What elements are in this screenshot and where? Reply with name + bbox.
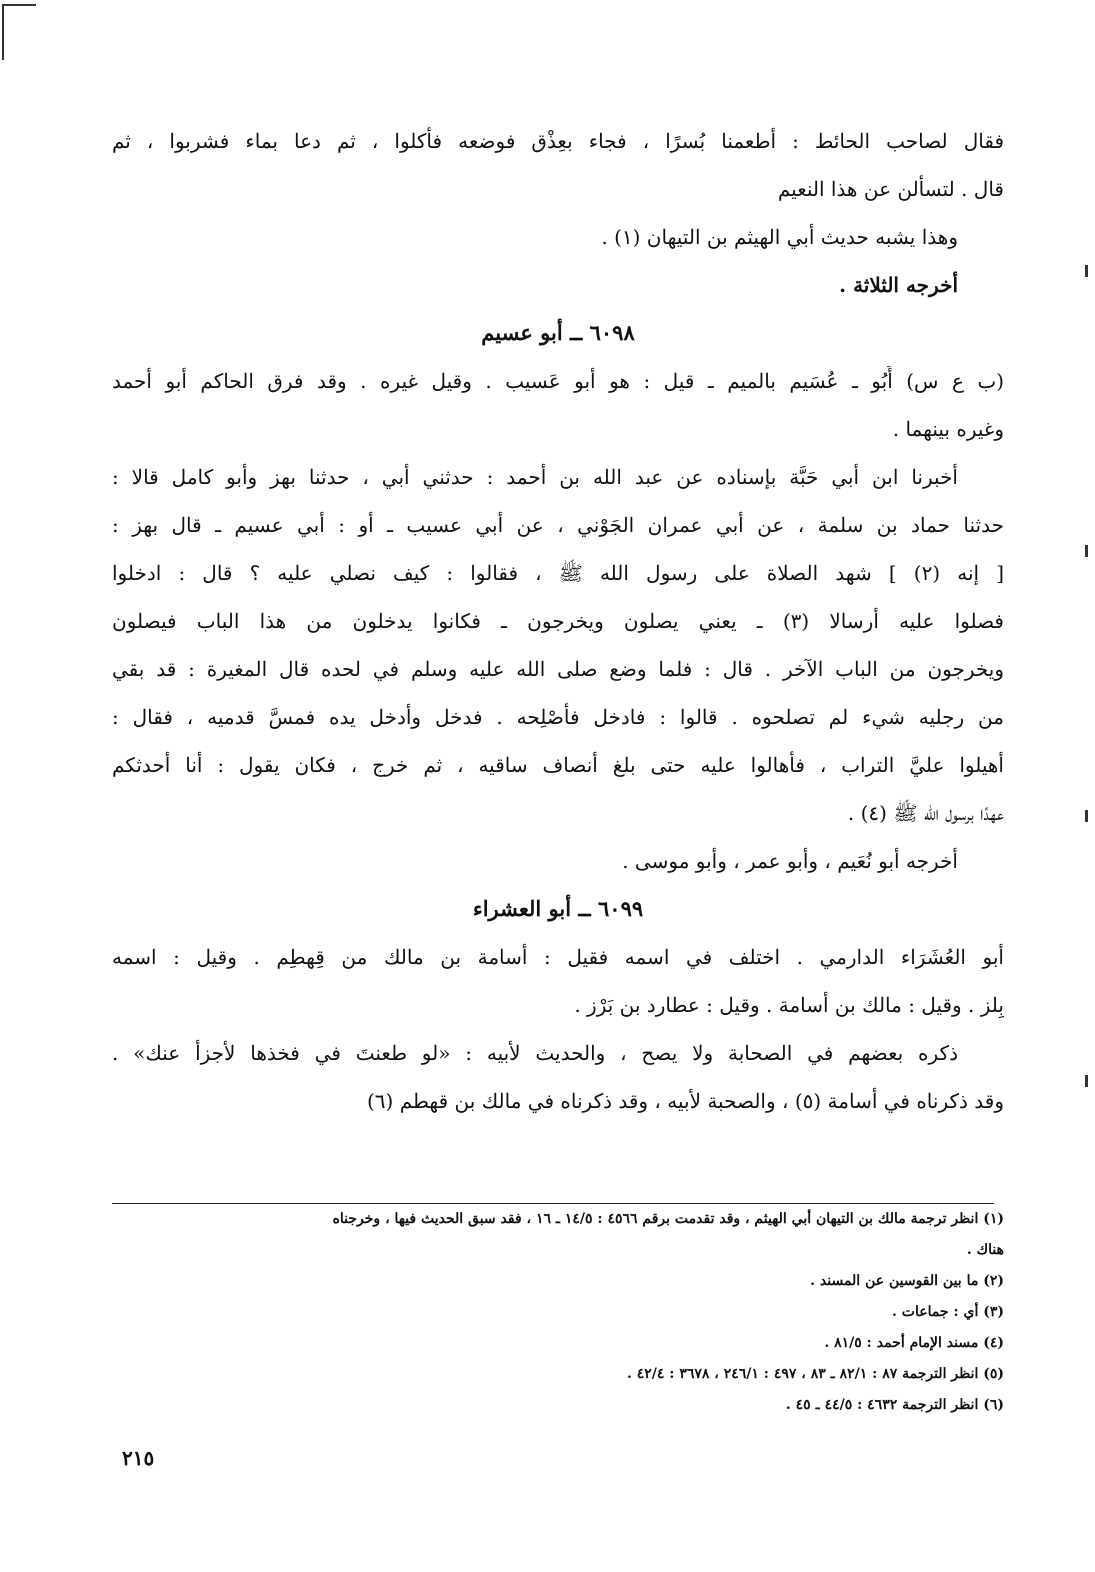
page-number: ٢١٥ xyxy=(122,1446,155,1470)
entry-line: (ب ع س) أَبُو ـ عُسَيم بالميم ـ قيل : هو أبو عَسيب . وقيل غيره . وقد فرق الحاكم أبو أحمد xyxy=(112,369,1004,393)
footnote-rule xyxy=(112,1203,994,1204)
page-body xyxy=(112,126,1004,1134)
entry-line: عهدًا برسول الله ﷺ (٤) . xyxy=(847,801,1004,825)
entry-line: ذكره بعضهم في الصحابة ولا يصح ، والحديث لأبيه : «لو طعنتَ في فخذها لأجزأ عنك» . xyxy=(112,1041,958,1065)
crop-mark-horizontal xyxy=(2,4,36,6)
body-line: وهذا يشبه حديث أبي الهيثم بن التيهان (١) . xyxy=(601,225,958,249)
entry-line: أبو العُشَرَاء الدارمي . اختلف في اسمه فقيل : أسامة بن مالك من قِهطِم . وقيل : اسمه xyxy=(112,945,1004,969)
body-line: قال . لتسألن عن هذا النعيم xyxy=(777,177,1004,201)
edge-mark xyxy=(1085,810,1088,822)
footnotes xyxy=(112,1208,1004,1425)
footnote: (٢) ما بين القوسين عن المسند . xyxy=(810,1273,1004,1289)
entry-line: وقد ذكرناه في أسامة (٥) ، والصحبة لأبيه ، وقد ذكرناه في مالك بن قهطم (٦) xyxy=(366,1089,1004,1113)
entry-line: من رجليه شيء لم تصلحوه . قالوا : فادخل فأَصْلِحه . فدخل وأدخل يده فمسَّ قدميه ، فقال : xyxy=(112,705,1004,729)
entry-line: ويخرجون من الباب الآخر . قال : فلما وضع صلى الله عليه وسلم في لحده قال المغيرة : قد بقي xyxy=(112,657,1004,681)
edge-mark xyxy=(1085,1075,1088,1087)
entry-heading-6099: ٦٠٩٩ ــ أبو العشراء xyxy=(472,896,644,921)
body-line: أخرجه الثلاثة . xyxy=(839,273,958,297)
entry-line: أهيلوا عليَّ التراب ، فأهالوا عليه حتى بلغ أنصاف ساقيه ، ثم خرج ، فكان يقول : أنا أحدثكم xyxy=(112,753,1004,777)
entry-line: بِلز . وقيل : مالك بن أسامة . وقيل : عطارد بن بَرْز . xyxy=(574,993,1004,1017)
edge-mark xyxy=(1085,265,1088,277)
footnote: (٣) أي : جماعات . xyxy=(892,1304,1004,1320)
body-line: فقال لصاحب الحائط : أطعمنا بُسرًا ، فجاء بعِذْق فوضعه فأكلوا ، ثم دعا بماء فشربوا ، ثم xyxy=(112,129,1004,153)
entry-heading-6098: ٦٠٩٨ ــ أبو عسيم xyxy=(481,320,635,345)
footnote: (٥) انظر الترجمة ٨٧ : ٨٢/١ ـ ٨٣ ، ٤٩٧ : ٢٤٦/١ ، ٣٦٧٨ : ٤٢/٤ . xyxy=(627,1366,1004,1382)
entry-line: وغيره بينهما . xyxy=(892,417,1004,441)
entry-line: أخبرنا ابن أبي حَبَّة بإسناده عن عبد الله بن أحمد : حدثني أبي ، حدثنا بهز وأبو كامل قالا : xyxy=(112,465,958,489)
footnote: (٤) مسند الإمام أحمد : ٨١/٥ . xyxy=(824,1335,1004,1351)
entry-line: فصلوا عليه أرسالا (٣) ـ يعني يصلون ويخرجون ـ فكانوا يدخلون من هذا الباب فيصلون xyxy=(112,609,1004,633)
footnote: (٦) انظر الترجمة ٤٦٣٢ : ٤٤/٥ ـ ٤٥ . xyxy=(785,1397,1004,1413)
entry-line: حدثنا حماد بن سلمة ، عن أبي عمران الجَوْني ، عن أبي عسيب ـ أو : أبي عسيم ـ قال بهز : xyxy=(112,513,1004,537)
edge-mark xyxy=(1085,545,1088,557)
entry-line: [ إنه (٢) ] شهد الصلاة على رسول الله ﷺ ، فقالوا : كيف نصلي عليه ؟ قال : ادخلوا xyxy=(112,561,1004,585)
footnote: (١) انظر ترجمة مالك بن التيهان أبي الهيثم ، وقد تقدمت برقم ٤٥٦٦ : ١٤/٥ ـ ١٦ ، فقد سبق الحديث فيها ، وخرجناه xyxy=(332,1211,1004,1227)
entry-line: أخرجه أبو نُعَيم ، وأبو عمر ، وأبو موسى . xyxy=(622,849,958,873)
footnote: هناك . xyxy=(966,1242,1004,1258)
crop-mark-vertical xyxy=(2,4,4,60)
